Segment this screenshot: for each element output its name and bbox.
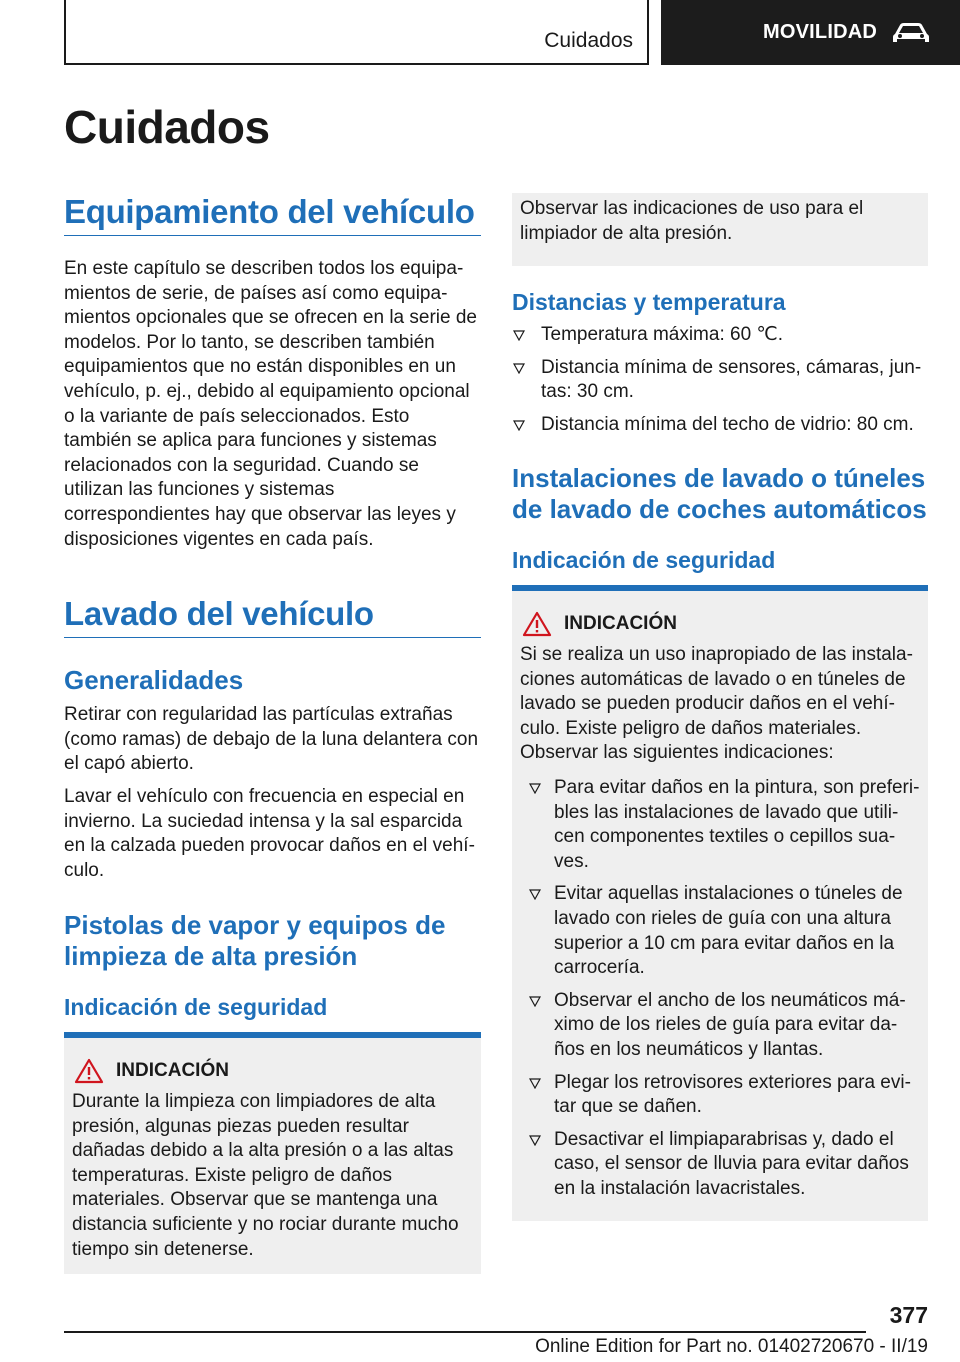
list-item: Evitar aquellas instalaciones o túneles de lavado con rieles de guía con una altura superior a 10 cm para evitar daños en la carrocería. (520, 882, 920, 980)
heading-seguridad-left: Indicación de seguridad (64, 994, 328, 1020)
page-number: 377 (889, 1302, 928, 1328)
heading-distancias: Distancias y temperatura (512, 289, 786, 315)
list-item: Distancia mínima de sensores, cámaras, juntas: 30 cm. (512, 356, 928, 405)
footer-edition: Online Edition for Part no. 01402720670 - II/19 (535, 1336, 928, 1357)
header-section-label: Cuidados (544, 29, 633, 52)
notice-text: Si se realiza un uso inapropiado de las instalaciones automáticas de lavado o en túneles de lavado se pueden producir daños en el vehículo. Existe peligro de daños materiales. Observar las siguientes indicaciones: (520, 644, 913, 764)
triangle-bullet-icon (529, 888, 541, 900)
notice-head (520, 611, 920, 637)
heading-generalidades: Generalidades (64, 665, 244, 695)
warning-icon (522, 611, 552, 637)
triangle-bullet-icon (529, 1134, 541, 1146)
triangle-bullet-icon (529, 782, 541, 794)
list-item: Desactivar el limpiaparabrisas y, dado el caso, el sensor de lluvia para evitar daños en la instalación lavacristales. (520, 1128, 920, 1202)
heading-lavado: Lavado del vehículo (64, 595, 481, 638)
list-item: Distancia mínima del techo de vidrio: 80 cm. (512, 413, 928, 438)
triangle-bullet-icon (529, 1077, 541, 1089)
notice-title: INDICACIÓN (564, 613, 677, 634)
triangle-bullet-icon (529, 995, 541, 1007)
heading-pistolas: Pistolas de vapor y equipos de limpieza de alta presión (64, 910, 446, 971)
list-item: Temperatura máxima: 60 ℃. (512, 323, 928, 348)
notice-box-right (512, 585, 928, 1221)
footer-divider (64, 1331, 866, 1333)
list-indicaciones (520, 776, 920, 1202)
list-item: Plegar los retrovisores exteriores para evitar que se dañen. (520, 1071, 920, 1120)
list-item: Observar el ancho de los neumáticos máximo de los rieles de guía para evitar daños en los neumáticos y llantas. (520, 989, 920, 1063)
header-chapter-tab (661, 0, 960, 65)
warning-icon (74, 1058, 104, 1084)
triangle-bullet-icon (513, 362, 525, 374)
notice-head (72, 1058, 473, 1084)
header-chapter-label: MOVILIDAD (763, 21, 878, 43)
notice-text: Durante la limpieza con limpiadores de alta presión, algunas piezas pueden resultar dañadas debido a la alta presión o a las altas temperaturas. Existe peligro de daños materiales. Observar que se mantenga una distancia suficiente y no rociar durante mucho tiempo sin detenerse. (72, 1091, 459, 1260)
page-title: Cuidados (64, 101, 270, 153)
heading-instalaciones: Instalaciones de lavado o túneles de lavado de coches automáticos (512, 463, 927, 524)
list-distancias (512, 323, 928, 445)
note-box-high-pressure: Observar las indicaciones de uso para el limpiador de alta presión. (512, 193, 928, 266)
list-item: Para evitar daños en la pintura, son preferibles las instalaciones de lavado que utilicen componentes textiles o cepillos suaves. (520, 776, 920, 874)
triangle-bullet-icon (513, 419, 525, 431)
paragraph-equipamiento: En este capítulo se describen todos los equipamientos de serie, de países así como equipamientos opcionales que se ofrecen en la serie de modelos. Por lo tanto, se describen también equipamientos que no están disponibles en un vehículo, p. ej., debido al equipamiento opcional o la variante de país seleccionados. Esto también se aplica para funciones y sistemas relacionados con la seguridad. Cuando se utilizan las funciones y sistemas correspondientes hay que observar las leyes y disposiciones vigentes en cada país. (64, 258, 477, 550)
heading-seguridad-right: Indicación de seguridad (512, 547, 776, 573)
car-icon (891, 21, 931, 45)
paragraph-generalidades-1: Retirar con regularidad las partículas extrañas (como ramas) de debajo de la luna delantera con el capó abierto. (64, 704, 479, 775)
heading-equipamiento: Equipamiento del vehículo (64, 193, 481, 236)
notice-box-left (64, 1032, 481, 1274)
notice-title: INDICACIÓN (116, 1060, 229, 1081)
paragraph-generalidades-2: Lavar el vehículo con frecuencia en especial en invierno. La suciedad intensa y la sal esparcida en la calzada pueden provocar daños en el vehículo. (64, 786, 475, 881)
triangle-bullet-icon (513, 329, 525, 341)
header-section-tab (64, 0, 649, 65)
